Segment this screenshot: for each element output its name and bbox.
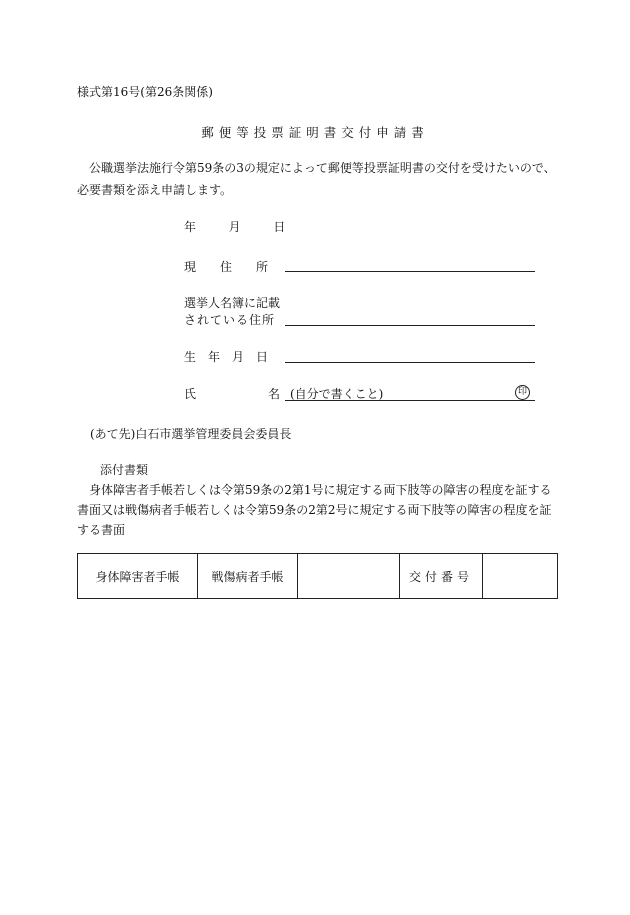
- certificate-table: [77, 553, 558, 599]
- issue-number-entry-cell[interactable]: [483, 554, 558, 599]
- intro-paragraph: 公職選挙法施行令第59条の3の規定によって郵便等投票証明書の交付を受けたいので、必要書類を添え申請します。: [77, 161, 556, 197]
- registered-address-label-1: 選挙人名簿に記載: [184, 296, 281, 310]
- birth-date-field[interactable]: [285, 362, 535, 363]
- name-field[interactable]: [285, 400, 535, 401]
- attachments-title: 添付書類: [100, 463, 149, 477]
- issue-number-label-cell: 交付番号: [400, 554, 483, 599]
- certificate-type-entry-cell[interactable]: [298, 554, 400, 599]
- date-year: 年: [184, 220, 197, 234]
- seal-icon: 印: [515, 385, 530, 400]
- birth-date-label: 生 年 月 日: [184, 350, 269, 364]
- name-note: (自分で書くこと): [290, 387, 384, 401]
- form-number: 様式第16号(第26条関係): [77, 85, 213, 99]
- date-month: 月: [228, 220, 241, 234]
- addressee: (あて先)白石市選挙管理委員会委員長: [90, 427, 292, 441]
- disability-certificate-cell: 身体障害者手帳: [78, 554, 198, 599]
- date-day: 日: [273, 220, 286, 234]
- address-field[interactable]: [285, 271, 535, 272]
- war-injury-certificate-cell: 戦傷病者手帳: [198, 554, 298, 599]
- address-label: 現 住 所: [184, 260, 269, 274]
- form-title: 郵便等投票証明書交付申請書: [201, 125, 429, 140]
- name-label-1: 氏: [184, 387, 197, 401]
- attachments-body: 身体障害者手帳若しくは令第59条の2第1号に規定する両下肢等の障害の程度を証する書面又は戦傷病者手帳若しくは令第59条の2第2号に規定する両下肢等の障害の程度を証する書面: [77, 483, 552, 537]
- date-row: [184, 218, 285, 235]
- registered-address-label-2: されている住所: [184, 313, 276, 327]
- registered-address-field[interactable]: [285, 325, 535, 326]
- table-row: [78, 554, 558, 599]
- name-label-2: 名: [268, 387, 281, 401]
